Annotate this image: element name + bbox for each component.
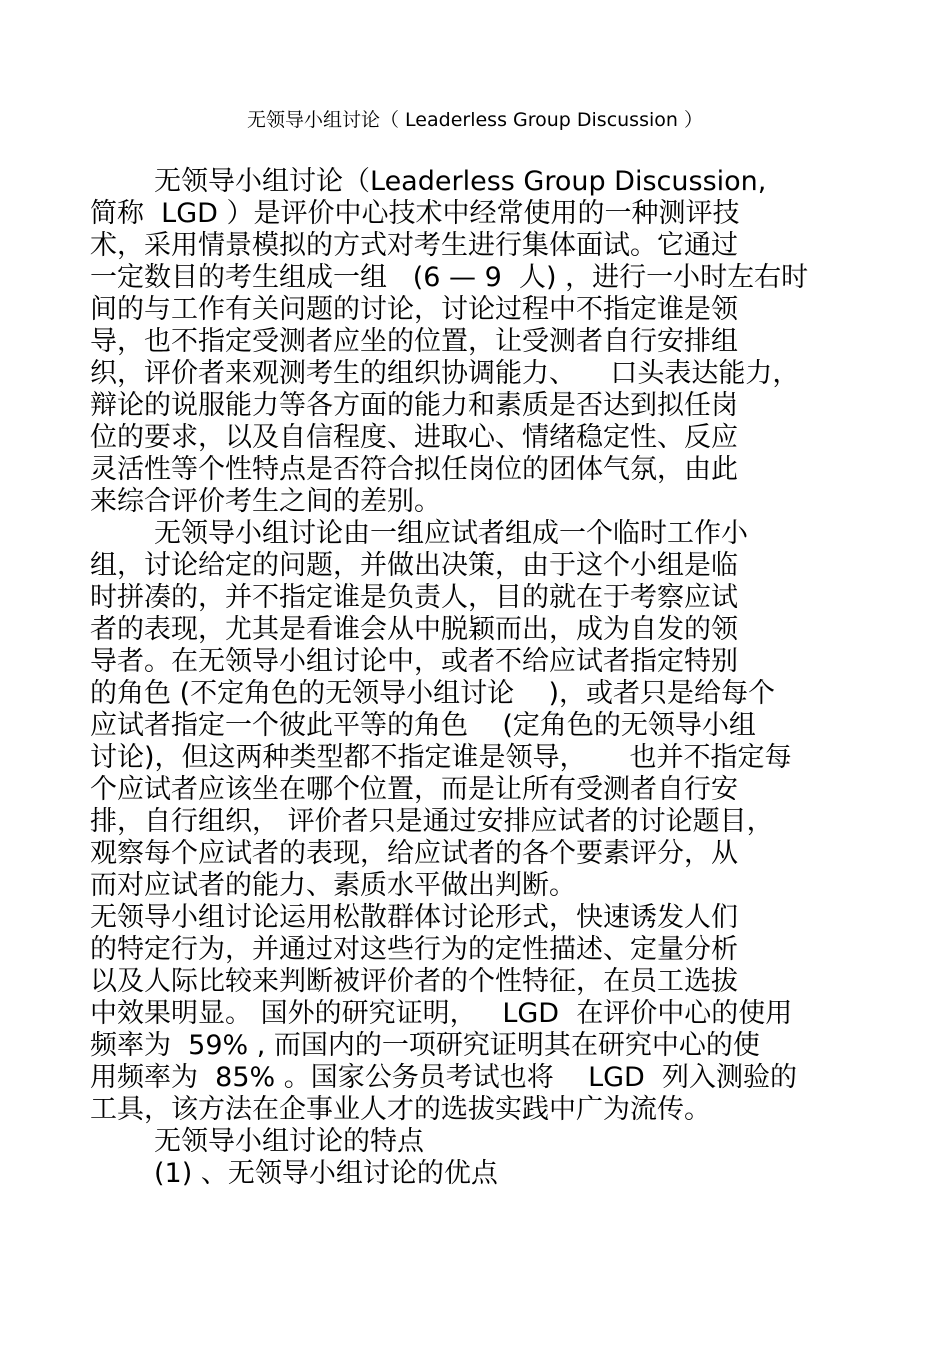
paragraph-3-line-7: 工具，该方法在企事业人才的选拔实践中广为流传。 — [90, 1094, 711, 1125]
paragraph-2-line-12: 而对应试者的能力、素质水平做出判断。 — [90, 870, 576, 901]
document-title: 无领导小组讨论（ Leaderless Group Discussion ） — [247, 109, 703, 131]
paragraph-2-line-11: 观察每个应试者的表现，给应试者的各个要素评分，从 — [90, 838, 738, 869]
paragraph-2-line-4: 者的表现，尤其是看谁会从中脱颖而出，成为自发的领 — [90, 614, 738, 645]
paragraph-3-line-1: 无领导小组讨论运用松散群体讨论形式，快速诱发人们 — [90, 902, 738, 933]
paragraph-2-line-5: 导者。在无领导小组讨论中，或者不给应试者指定特别 — [90, 646, 738, 677]
paragraph-2-line-9: 个应试者应该坐在哪个位置，而是让所有受测者自行安 — [90, 774, 738, 805]
paragraph-2-line-3: 时拼凑的，并不指定谁是负责人，目的就在于考察应试 — [90, 582, 738, 613]
paragraph-2-line-2: 组，讨论给定的问题，并做出决策，由于这个小组是临 — [90, 550, 738, 581]
paragraph-1-line-9: 位的要求，以及自信程度、进取心、情绪稳定性、反应 — [90, 422, 738, 453]
paragraph-1-line-5: 间的与工作有关问题的讨论，讨论过程中不指定谁是领 — [90, 294, 738, 325]
paragraph-1-line-4: 一定数目的考生组成一组 (6 — 9 人) ，进行一小时左右时 — [90, 262, 809, 293]
paragraph-1-line-8: 辩论的说服能力等各方面的能力和素质是否达到拟任岗 — [90, 390, 738, 421]
paragraph-2-line-8: 讨论)，但这两种类型都不指定谁是领导， 也并不指定每 — [90, 742, 792, 773]
paragraph-1-line-3: 术，采用情景模拟的方式对考生进行集体面试。它通过 — [90, 230, 738, 261]
paragraph-3-line-5: 频率为 59% , 而国内的一项研究证明其在研究中心的使 — [90, 1030, 760, 1061]
paragraph-1-line-11: 来综合评价考生之间的差别。 — [90, 486, 441, 517]
paragraph-1-line-2: 简称 LGD ）是评价中心技术中经常使用的一种测评技 — [90, 198, 740, 229]
subsection-heading: (1) 、无领导小组讨论的优点 — [154, 1158, 498, 1189]
paragraph-3-line-2: 的特定行为，并通过对这些行为的定性描述、定量分析 — [90, 934, 738, 965]
paragraph-3-line-3: 以及人际比较来判断被评价者的个性特征，在员工选拔 — [90, 966, 738, 997]
paragraph-3-line-4: 中效果明显。 国外的研究证明， LGD 在评价中心的使用 — [90, 998, 793, 1029]
paragraph-1-line-6: 导，也不指定受测者应坐的位置，让受测者自行安排组 — [90, 326, 738, 357]
paragraph-1-line-10: 灵活性等个性特点是否符合拟任岗位的团体气氛，由此 — [90, 454, 738, 485]
paragraph-2-line-7: 应试者指定一个彼此平等的角色 (定角色的无领导小组 — [90, 710, 756, 741]
paragraph-2-line-10: 排，自行组织， 评价者只是通过安排应试者的讨论题目， — [90, 806, 774, 837]
section-heading: 无领导小组讨论的特点 — [154, 1126, 424, 1157]
paragraph-3-line-6: 用频率为 85% 。国家公务员考试也将 LGD 列入测验的 — [90, 1062, 798, 1093]
paragraph-1-line-7: 织，评价者来观测考生的组织协调能力、 口头表达能力， — [90, 358, 800, 389]
paragraph-1-line-1: 无领导小组讨论（Leaderless Group Discussion, — [154, 166, 767, 197]
paragraph-2-line-6: 的角色 (不定角色的无领导小组讨论 )，或者只是给每个 — [90, 678, 775, 709]
paragraph-2-line-1: 无领导小组讨论由一组应试者组成一个临时工作小 — [154, 518, 748, 549]
